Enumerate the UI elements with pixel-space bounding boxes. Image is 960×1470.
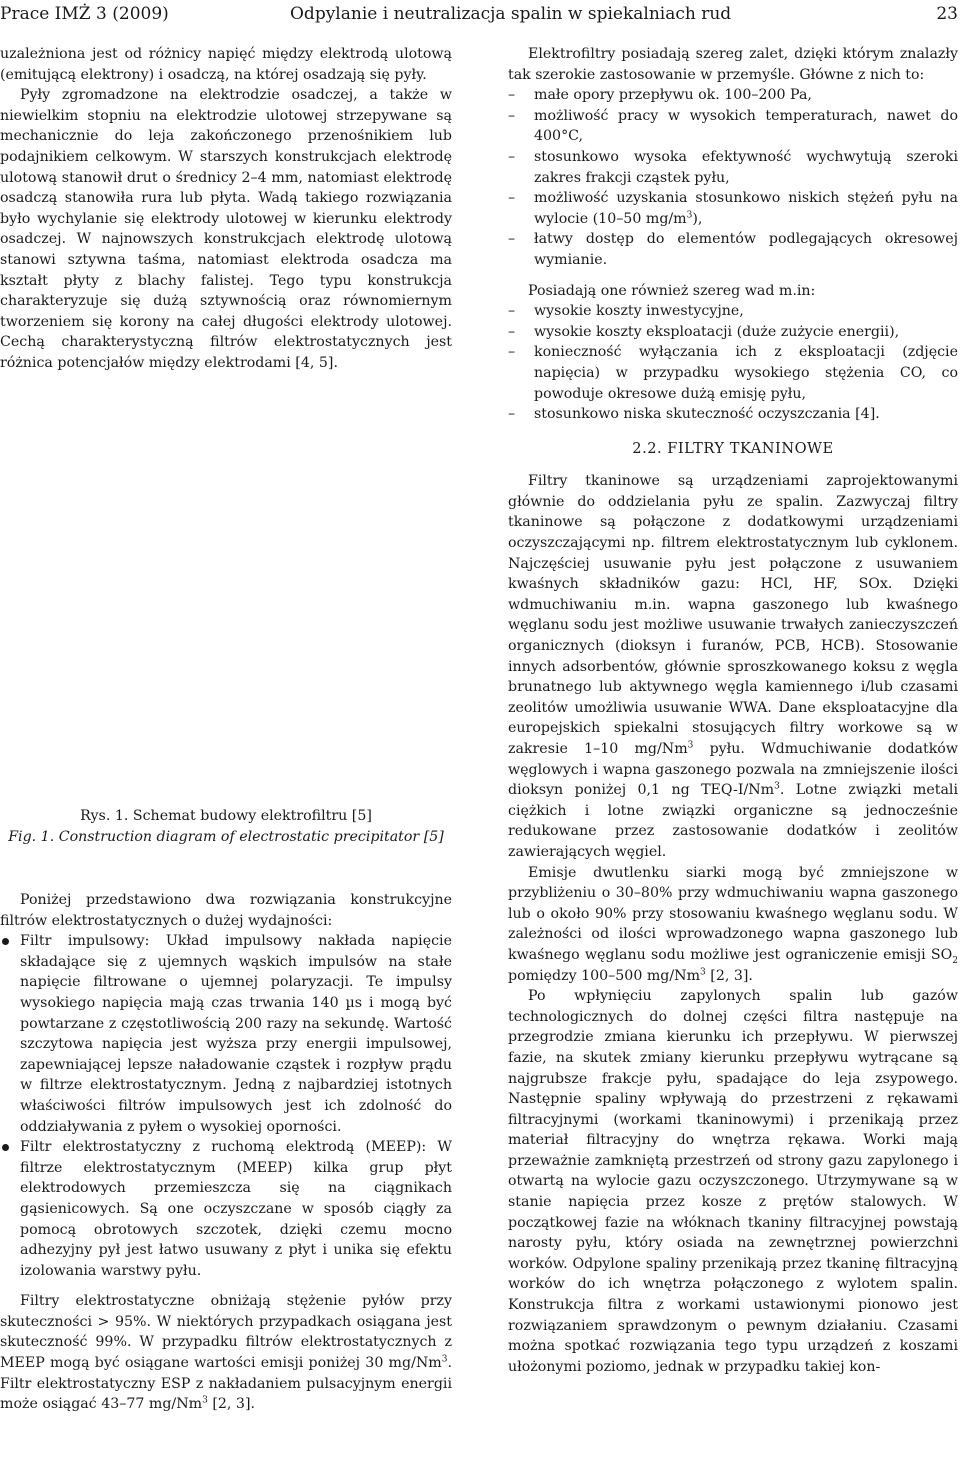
paragraph: Po wpłynięciu zapylonych spalin lub gazów technologicznych do dolnej części filtra następuje na przegrodzie zmiana kierunku ich przepływu. W pierwszej fazie, na skutek zmiany kierunku przepływu wytrącane są najgrubsze frakcje pyłu, spadające do leja zsypowego. Następnie spaliny wpływają do przestrzeni z rękawami filtracyjnymi (workami tkaninowymi) i przenikają przez materiał filtracyjny do wnętrza rękawa. Worki mają przeważnie zamkniętą przestrzeń od strony gazu zapylonego i otwartą na wylocie gazu oczyszczonego. Utrzymywane są w stanie napięcia przez kosze z prętów stalowych. W początkowej fazie na włóknach tkaniny filtracyjnej powstają narosty pyłu, który osiada na zewnętrznej powierzchni worków. Odpylone spaliny przenikają przez tkaninę filtracyjną worków do ich wnętrza połączonego z wylotem spalin. Konstrukcja filtra z workami ustawionymi pionowo jest rozwiązaniem sprawdzonym o pewnym działaniu. Czasami można spotkać rozwiązania tego typu urządzeń z koszami ułożonymi poziomo, jednak w przypadku takiej kon- <box>508 988 958 1375</box>
section-heading: 2.2. FILTRY TKANINOWE <box>632 439 834 457</box>
caption-polish: Rys. 1. Schemat budowy elektrofiltru [5] <box>80 808 372 824</box>
paragraph: uzależniona jest od różnicy napięć między elektrodą ulotową (emitującą elektrony) i osadczą, na której osadzają się pyły. <box>0 46 452 83</box>
list-item: – konieczność wyłączania ich z eksploatacji (zdjęcie napięcia) w przypadku wysokiego stężenia CO, co powoduje okresowe dużą emisję pyłu, <box>508 342 958 404</box>
list-item: – wysokie koszty inwestycyjne, <box>508 301 958 322</box>
paragraph: Poniżej przedstawiono dwa rozwiązania konstrukcyjne filtrów elektrostatycznych o dużej wydajności: <box>0 892 452 929</box>
journal-name: Prace IMŻ 3 (2009) <box>0 4 169 24</box>
left-column-bottom <box>0 890 452 1415</box>
page-header <box>0 0 960 34</box>
list-item: – możliwość uzyskania stosunkowo niskich stężeń pyłu na wylocie (10–50 $mg/m^3$), <box>508 188 958 229</box>
running-title: Odpylanie i neutralizacja spalin w spiekalniach rud <box>290 4 732 24</box>
list-item: – stosunkowo niska skuteczność oczyszczania [4]. <box>508 404 958 425</box>
paragraph: Elektrofiltry posiadają szereg zalet, dzięki którym znalazły tak szerokie zastosowanie w przemyśle. Główne z nich to: <box>508 46 958 83</box>
caption-english: Fig. 1. Construction diagram of electrostatic precipitator [5] <box>8 828 444 845</box>
disadvantages-list <box>508 301 958 425</box>
list-item: – małe opory przepływu ok. 100–200 Pa, <box>508 85 958 106</box>
figure-placeholder <box>0 440 452 790</box>
list-item: – wysokie koszty eksploatacji (duże zużycie energii), <box>508 322 958 343</box>
right-column <box>508 44 958 1377</box>
paragraph: Posiadają one również szereg wad m.in: <box>528 282 816 299</box>
list-item: Filtr impulsowy: Układ impulsowy nakłada napięcie składające się z ujemnych wąskich impulsów na stałe napięcie filtrowane o ujemnej polaryzacji. Te impulsy wysokiego napięcia mają czas trwania 140 µs i mogą być powtarzane z częstotliwością 200 razy na sekundę. Wartość szczytowa napięcia jest wyższa przy energii impulsowej, zapewniającej lepsze naładowanie cząstek i rozpływ prądu w filtrze elektrostatycznym. Jedną z najbardziej istotnych właściwości filtrów impulsowych jest ich zdolność do oddziaływania z pyłem o wysokiej oporności. <box>0 931 452 1137</box>
paragraph: Emisje dwutlenku siarki mogą być zmniejszone w przybliżeniu o 30–80% przy wdmuchiwaniu wapna gaszonego lub o około 90% przy stosowaniu kwaśnego węglanu sodu. W zależności od ilości wprowadzonego wapna gaszonego lub kwaśnego węglanu sodu możliwe jest ograniczenie emisji $SO_2$ pomiędzy 100–500 mg/Nm$^3$ [2, 3]. <box>508 864 958 984</box>
list-item: – możliwość pracy w wysokich temperaturach, nawet do 400°C, <box>508 106 958 147</box>
advantages-list <box>508 85 958 270</box>
left-column-top <box>0 44 452 374</box>
paragraph: Filtry elektrostatyczne obniżają stężenie pyłów przy skuteczności > 95%. W niektórych przypadkach osiągana jest skuteczność 99%. W przypadku filtrów elektrostatycznych z MEEP mogą być osiągane wartości emisji poniżej 30 mg/Nm$^3$. Filtr elektrostatyczny ESP z nakładaniem pulsacyjnym energii może osiągać 43–77 mg/Nm$^3$ [2, 3]. <box>0 1293 452 1413</box>
list-item: Filtr elektrostatyczny z ruchomą elektrodą (MEEP): W filtrze elektrostatycznym (MEEP) kilka grup płyt elektrodowych przemieszcza się na ciągnikach gąsienicowych. Są one oczyszczane w sposób ciągły za pomocą obrotowych szczotek, dzięki czemu mocno adhezyjny pył jest łatwo usuwany z płyt i unika się efektu izolowania warstwy pyłu. <box>0 1137 452 1281</box>
paragraph: Pyły zgromadzone na elektrodzie osadczej, a także w niewielkim stopniu na elektrodzie ulotowej strzepywane są mechanicznie do leja zakończonego przenośnikiem lub podajnikiem celkowym. W starszych konstrukcjach elektrodę ulotową stanowił drut o średnicy 2–4 mm, natomiast elektrodę osadczą stanowiła rura lub płyta. Wadą takiego rozwiązania było wychylanie się elektrody ulotowej w kierunku elektrody osadczej. W najnowszych konstrukcjach elektrodę ulotową stanowi sztywna taśma, natomiast elektroda osadcza ma kształt płyty z blachy falistej. Tego typu konstrukcja charakteryzuje się dużą sztywnością oraz równomiernym tworzeniem się korony na całej długości elektrody ulotowej. Cechą charakterystyczną filtrów elektrostatycznych jest różnica potencjałów między elektrodami [4, 5]. <box>0 87 452 371</box>
page-number: 23 <box>936 4 958 24</box>
list-item: – stosunkowo wysoka efektywność wychwytują szeroki zakres frakcji cząstek pyłu, <box>508 147 958 188</box>
bullet-list <box>0 931 452 1281</box>
paragraph: Filtry tkaninowe są urządzeniami zaprojektowanymi głównie do oddzielania pyłu ze spalin. Zazwyczaj filtry tkaninowe są połączone z dodatkowymi urządzeniami oczyszczającymi np. filtrem elektrostatycznym lub cyklonem. Najczęściej usuwanie pyłu jest połączone z usuwaniem kwaśnych składników gazu: HCl, HF, SOx. Dzięki wdmuchiwaniu m.in. wapna gaszonego lub kwaśnego węglanu sodu jest możliwe usuwanie trwałych zanieczyszczeń organicznych (dioksyn i furanów, PCB, HCB). Stosowanie innych adsorbentów, głównie sproszkowanego koksu z węgla brunatnego lub aktywnego węgla kamiennego i/lub czasami zeolitów umożliwia usuwanie WWA. Dane eksploatacyjne dla europejskich spiekalni stosujących filtry workowe są w zakresie 1–10 mg/Nm$^3$ pyłu. Wdmuchiwanie dodatków węglowych i wapna gaszonego pozwala na zmniejszenie ilości dioksyn poniżej 0,1 ng TEQ-I/Nm$^3$. Lotne związki metali ciężkich i lotne związki organiczne są jednocześnie redukowane przez zastosowanie dodatków i zeolitów zawierających węgiel. <box>508 473 958 860</box>
list-item: – łatwy dostęp do elementów podlegających okresowej wymianie. <box>508 229 958 270</box>
figure-caption <box>0 806 452 847</box>
